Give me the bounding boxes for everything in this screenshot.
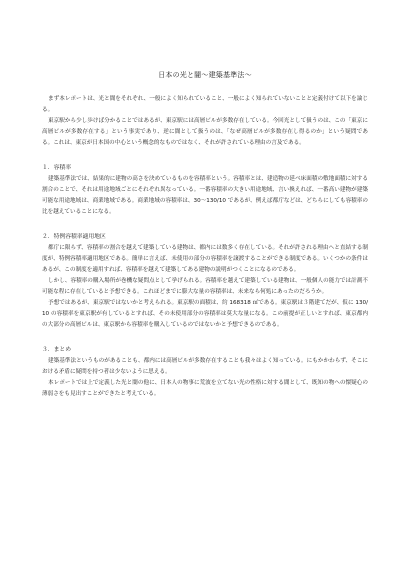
section-paragraph: 予想ではあるが、東京駅ではないかと考えられる。東京駅の面積は、約 168318 ㎡である。東京駅は３階建てだが、仮に 130/10 の容積率を東京駅が有しているとすれば、その未使用部分の容積率は莫大な量になる。この前提が正しいとすれば、東京都内の大部分の高層ビルは、東京駅から容積率を購入しているのではないかと予想できるのである。	[42, 300, 368, 328]
intro-paragraph-1: まず本レポートは、光と闇をそれぞれ、一般によく知られていること、一般によく知られていないことと定義付けて以下を論じる。	[42, 96, 368, 113]
section-heading: ２．特例容積率適用地区	[42, 234, 106, 240]
section-paragraph: 本レポートでは上で定義した光と闇の他に、日本人の物事に荒波を立てない光の性格に対する闇として、既知の物への懐疑心の薄弱さをも見出すことができたと考えている。	[42, 380, 368, 397]
intro-paragraph-2: 東京駅から少し歩けば分かることではあるが、東京駅には高層ビルが多数存在している。今回光として扱うのは、この「東京に高層ビルが多数存在する」という事実であり、逆に闇として扱うのは、「なぜ高層ビルが多数存在し得るのか」という疑問である。これは、東京が日本国の中心という概念的なものではなく、それが許されている理由の言及である。	[42, 118, 368, 146]
section-special-district	[42, 232, 368, 331]
section-floor-area-ratio	[42, 163, 368, 218]
section-heading: １．容積率	[42, 165, 71, 171]
section-paragraph: 建築基準法というものがあることも、都内には高層ビルが多数存在することも我々はよく知っている。にもかかわらず、そこにおける矛盾に疑問を持つ者は少ないように思える。	[42, 358, 368, 375]
document-title: 日本の光と闇〜建築基準法〜	[158, 71, 252, 79]
section-summary	[42, 345, 368, 400]
section-paragraph: 都庁に限らず、容積率の割合を越えて建築している建物は、都内には数多く存在している。それが許される理由へと直結する制度が、特例容積率適用地区である。簡単に言えば、未使用の部分の容積率を譲渡することができる制度である。いくつかの条件はあるが、この制度を適用すれば、容積率を越えて建築してある建物の説明がつくことになるのである。	[42, 245, 368, 273]
section-paragraph: しかし、容積率の購入場所が巻機な疑問点として挙げられる。容積率を越えて建築している建物は、一般個人の能力では計測不可能な程に存在していると予想できる。これほどまでに膨大な量の容積率は、未来なら何処にあったのだろうか。	[42, 278, 368, 295]
section-paragraph: 建築基準法では、結果的に建物の高さを決めているものを容積率という。容積率とは、建造物の延べ床面積の敷地面積に対する割合のことで、それは用途地域ごとにそれぞれ異なっている。一番容積率の大きい用途地域、言い換えれば、一番高い建物が建築可能な用途地域は、商業地域である。商業地域の容積率は、30～130/10 であるが、例えば都庁などは、どちらにしても容積率の比を越えていることになる。	[42, 176, 368, 215]
section-heading: ３．まとめ	[42, 347, 71, 353]
